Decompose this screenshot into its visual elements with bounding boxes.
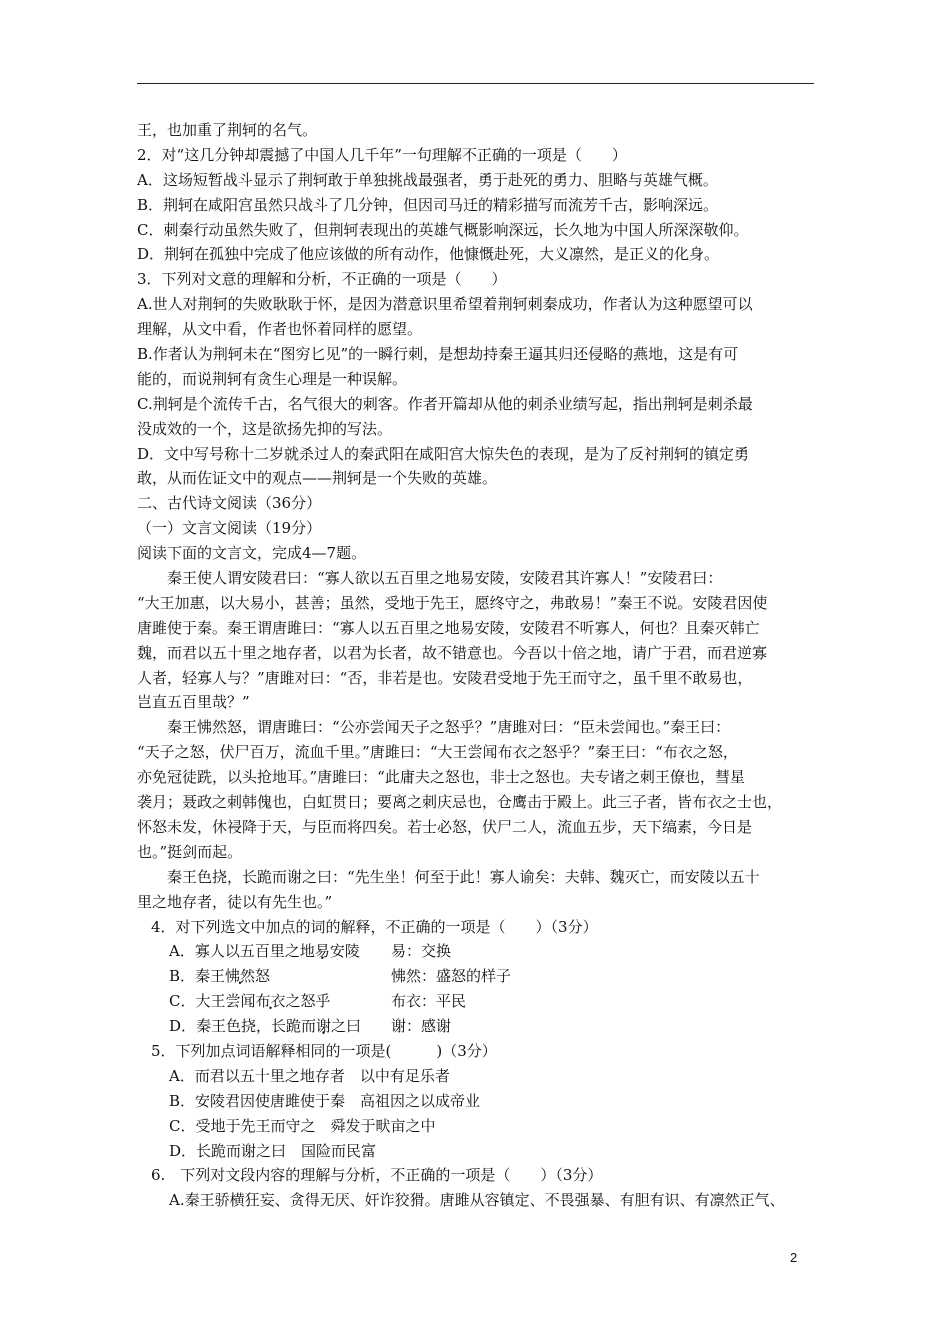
question-4-option-c: C．大王尝闻布衣之怒乎 布衣：平民 <box>137 989 814 1014</box>
question-3-option-d: D．文中写号称十二岁就杀过人的秦武阳在咸阳宫大惊失色的表现，是为了反衬荆轲的镇定勇 <box>137 444 750 463</box>
text-line: 王，也加重了荆轲的名气。 <box>137 121 318 139</box>
question-2-option-d: D．荆轲在孤独中完成了他应该做的所有动作，他慷慨赴死，大义凛然，是正义的化身。 <box>137 245 720 264</box>
question-6-stem: 6. 下列对文段内容的理解与分析，不正确的一项是（ ）（3分） <box>151 1166 603 1185</box>
text-line: 能的，而说荆轲有贪生心理是一种误解。 <box>137 369 408 388</box>
passage-line: “天子之怒，伏尸百万，流血千里。”唐雎曰：“大王尝闻布衣之怒乎？”秦王曰：“布衣之怒， <box>137 743 738 762</box>
text-line: 理解，从文中看，作者也怀着同样的愿望。 <box>137 320 423 339</box>
passage-line: 袭月；聂政之刺韩傀也，白虹贯日；要离之刺庆忌也，仓鹰击于殿上。此三子者，皆布衣之士也， <box>137 793 783 812</box>
passage-paragraph-3: 秦王色挠，长跪而谢之曰：“先生坐！何至于此！寡人谕矣：夫韩、魏灭亡，而安陵以五十 <box>167 867 760 886</box>
section-heading: 二、古代诗文阅读（36分） <box>137 494 322 513</box>
question-4-stem: 4．对下列选文中加点的词的解释，不正确的一项是（ ）（3分） <box>151 917 598 936</box>
passage-line: 岂直五百里哉？” <box>137 693 250 712</box>
document-body <box>137 118 814 1213</box>
passage-line: 里之地存者，徒以有先生也。” <box>137 892 333 911</box>
question-5-option-c: C．受地于先王而守之 舜发于畎亩之中 <box>169 1116 436 1135</box>
passage-line: 魏，而君以五十里之地存者，以君为长者，故不错意也。今吾以十倍之地，请广于君，而君逆寡 <box>137 643 768 662</box>
option-gloss: 易：交换 <box>391 942 452 961</box>
text-line: 没成效的一个，这是欲扬先抑的写法。 <box>137 419 393 438</box>
question-2-option-c: C．刺秦行动虽然失败了，但荆轲表现出的英雄气概影响深远，长久地为中国人所深深敬仰。 <box>137 220 749 239</box>
question-2-option-a: A．这场短暂战斗显示了荆轲敢于单独挑战最强者，勇于赴死的勇力、胆略与英雄气概。 <box>137 170 718 189</box>
question-5-option-a: A．而君以五十里之地存者 以中有足乐者 <box>169 1066 450 1085</box>
reading-instruction: 阅读下面的文言文，完成4—7题。 <box>137 544 367 563</box>
question-3-option-b: B.作者认为荆轲未在“图穷匕见”的一瞬行刺，是想劫持秦王逼其归还侵略的燕地，这是有可 <box>137 345 739 364</box>
passage-line: 唐雎使于秦。秦王谓唐雎曰：“寡人以五百里之地易安陵，安陵君不听寡人，何也？且秦灭韩亡 <box>137 618 760 637</box>
question-4-option-b: B．秦王怫然怒 怫然：盛怒的样子 <box>137 964 814 989</box>
question-3-option-a: A.世人对荆轲的失败耿耿于怀，是因为潜意识里希望着荆轲刺秦成功，作者认为这种愿望可以 <box>137 295 753 314</box>
question-2-stem: 2．对“这几分钟却震撼了中国人几千年”一句理解不正确的一项是（ ） <box>137 145 627 164</box>
text-line: 敢，从而佐证文中的观点——荆轲是一个失败的英雄。 <box>137 469 498 488</box>
option-gloss: 谢：感谢 <box>391 1017 452 1036</box>
question-4-option-d: D．秦王色挠，长跪而谢之曰 谢：感谢 <box>137 1014 814 1039</box>
question-3-option-c: C.荆轲是个流传千古，名气很大的刺客。作者开篇却从他的刺杀业绩写起，指出荆轲是刺杀最 <box>137 394 753 413</box>
dotted-word: 布衣 <box>255 992 286 1011</box>
question-3-stem: 3．下列对文意的理解和分析，不正确的一项是（ ） <box>137 270 507 289</box>
question-5-stem: 5．下列加点词语解释相同的一项是( )（3分） <box>151 1041 497 1060</box>
question-5-option-b: B．安陵君因使唐雎使于秦 高祖因之以成帝业 <box>169 1091 481 1110</box>
question-4-option-a: A．寡人以五百里之地易安陵 易：交换 <box>137 939 814 964</box>
option-gloss: 怫然：盛怒的样子 <box>391 967 512 986</box>
subsection-heading: （一）文言文阅读（19分） <box>137 519 322 538</box>
question-5-option-d: D．长跪而谢之曰 国险而民富 <box>169 1141 377 1160</box>
passage-line: 怀怒未发，休祲降于天，与臣而将四矣。若士必怒，伏尸二人，流血五步，天下缟素，今日是 <box>137 817 753 836</box>
passage-line: 人者，轻寡人与？”唐雎对曰：“否，非若是也。安陵君受地于先王而守之，虽千里不敢易也， <box>137 668 753 687</box>
option-gloss: 布衣：平民 <box>391 992 467 1011</box>
passage-line: 亦免冠徒跣，以头抢地耳。”唐雎曰：“此庸夫之怒也，非士之怒也。夫专诸之刺王僚也，彗星 <box>137 768 745 787</box>
page-number: 2 <box>790 1250 798 1265</box>
passage-line: 也。”挺剑而起。 <box>137 842 243 861</box>
header-rule <box>137 83 814 84</box>
dotted-word: 怫然 <box>225 967 256 986</box>
passage-line: “大王加惠，以大易小，甚善；虽然，受地于先王，愿终守之，弗敢易！”秦王不说。安陵君因使 <box>137 593 768 612</box>
dotted-word: 谢 <box>316 1017 332 1036</box>
passage-paragraph-1: 秦王使人谓安陵君曰：“寡人欲以五百里之地易安陵，安陵君其许寡人！”安陵君曰： <box>167 569 723 588</box>
dotted-word: 易 <box>314 942 330 961</box>
question-2-option-b: B．荆轲在咸阳宫虽然只战斗了几分钟，但因司马迁的精彩描写而流芳千古，影响深远。 <box>137 195 719 214</box>
question-6-option-a: A.秦王骄横狂妄、贪得无厌、奸诈狡猾。唐雎从容镇定、不畏强暴、有胆有识、有凛然正气、 <box>169 1191 785 1210</box>
passage-paragraph-2: 秦王怫然怒，谓唐雎曰：“公亦尝闻天子之怒乎？”唐雎对曰：“臣未尝闻也。”秦王曰： <box>167 718 731 737</box>
